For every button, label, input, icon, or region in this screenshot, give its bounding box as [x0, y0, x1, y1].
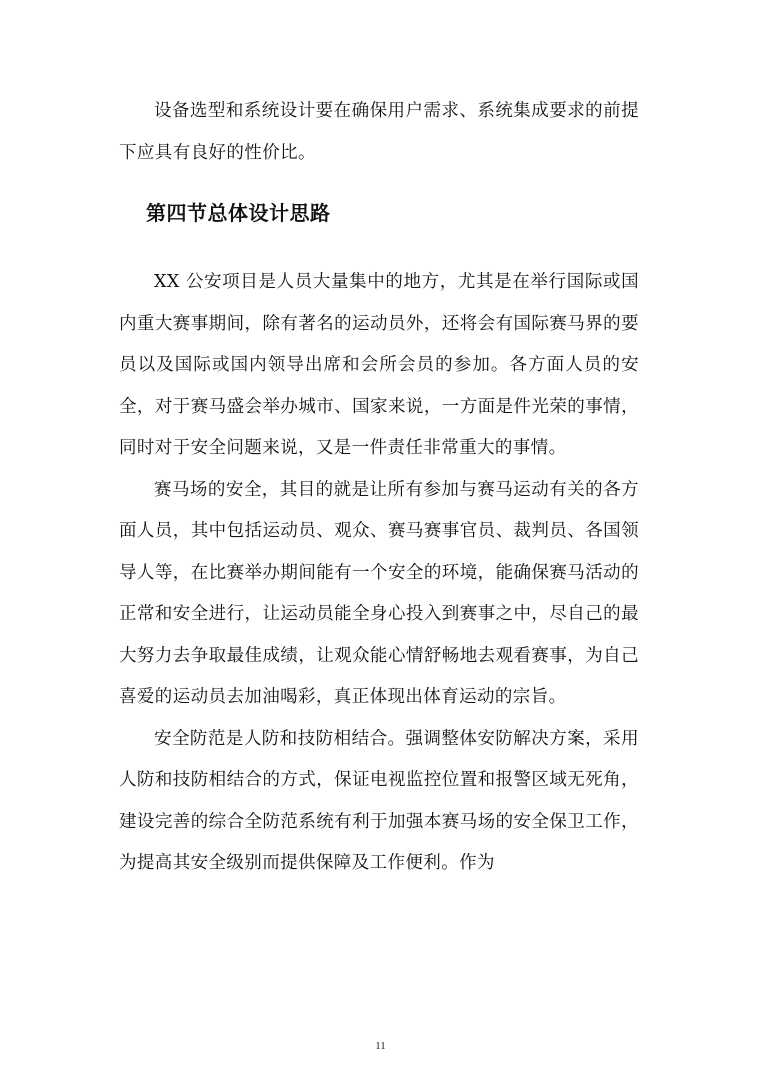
paragraph-equipment-selection: 设备选型和系统设计要在确保用户需求、系统集成要求的前提下应具有良好的性价比。	[119, 101, 639, 163]
page-content	[119, 91, 639, 885]
section-heading: 第四节总体设计思路	[146, 201, 331, 225]
page-number: 11	[375, 1040, 386, 1052]
paragraph-racecourse-safety: 赛马场的安全，其目的就是让所有参加与赛马运动有关的各方面人员，其中包括运动员、观众、赛马赛事官员、裁判员、各国领导人等，在比赛举办期间能有一个安全的环境，能确保赛马活动的正常和安全进行，让运动员能全身心投入到赛事之中，尽自己的最大努力去争取最佳成绩，让观众能心情舒畅地去观看赛事，为自己喜爱的运动员去加油喝彩，真正体现出体育运动的宗旨。	[119, 479, 639, 707]
paragraph-security-prevention: 安全防范是人防和技防相结合。强调整体安防解决方案，采用人防和技防相结合的方式，保证电视监控位置和报警区域无死角，建设完善的综合全防范系统有利于加强本赛马场的安全保卫工作，为提高其安全级别而提供保障及工作便利。作为	[119, 728, 639, 873]
paragraph-project-overview: XX 公安项目是人员大量集中的地方，尤其是在举行国际或国内重大赛事期间，除有著名的运动员外，还将会有国际赛马界的要员以及国际或国内领导出席和会所会员的参加。各方面人员的安全，对于赛马盛会举办城市、国家来说，一方面是件光荣的事情，同时对于安全问题来说，又是一件责任非常重大的事情。	[119, 272, 639, 458]
